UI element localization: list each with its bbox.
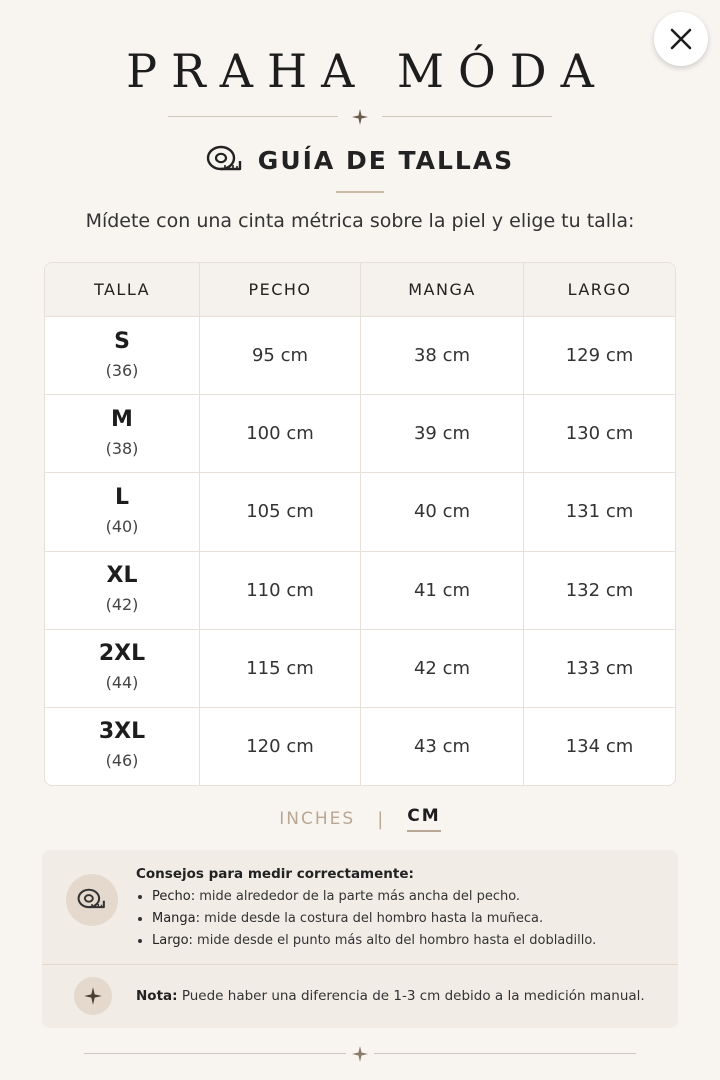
size-label: 2XL <box>98 641 146 667</box>
header-largo: LARGO <box>524 263 676 317</box>
table-row <box>45 551 675 629</box>
pecho-cell: 95 cm <box>200 317 361 395</box>
list-item <box>152 908 668 930</box>
manga-cell: 42 cm <box>361 629 524 707</box>
pecho-cell: 100 cm <box>200 395 361 473</box>
unit-toggle <box>0 806 720 832</box>
table-row <box>45 317 675 395</box>
largo-cell: 130 cm <box>524 395 676 473</box>
size-cell <box>45 395 200 473</box>
manga-cell: 40 cm <box>361 473 524 551</box>
size-eu: (42) <box>105 595 139 615</box>
table-row <box>45 473 675 551</box>
pecho-cell: 120 cm <box>200 707 361 785</box>
table-row <box>45 629 675 707</box>
measuring-tape-icon <box>77 887 107 913</box>
header-talla: TALLA <box>45 263 200 317</box>
manga-cell: 41 cm <box>361 551 524 629</box>
note-text <box>136 988 645 1004</box>
size-label: S <box>114 328 130 354</box>
size-cell <box>45 473 200 551</box>
sparkle-icon <box>351 1045 369 1063</box>
tips-list <box>136 886 668 952</box>
note-body: Puede haber una diferencia de 1-3 cm debido a la medición manual. <box>177 988 645 1004</box>
unit-separator: | <box>377 808 386 830</box>
tip-term: Largo: <box>152 933 193 948</box>
largo-cell: 134 cm <box>565 735 634 757</box>
size-eu: (40) <box>105 516 139 536</box>
tips-heading: Consejos para medir correctamente: <box>136 866 414 882</box>
note-label: Nota: <box>136 988 178 1004</box>
size-label: 3XL <box>98 719 146 745</box>
tip-text: mide desde el punto más alto del hombro hasta el dobladillo. <box>192 933 597 948</box>
note-icon-circle <box>74 977 112 1015</box>
size-eu: (38) <box>105 438 139 458</box>
table-row <box>45 707 675 785</box>
table-header-row <box>45 263 675 317</box>
size-cell <box>45 707 200 785</box>
bottom-divider <box>84 1045 636 1063</box>
largo-cell: 133 cm <box>524 629 676 707</box>
list-item <box>152 930 668 952</box>
largo-cell: 131 cm <box>524 473 676 551</box>
size-label: M <box>111 406 133 432</box>
unit-cm-option[interactable]: CM <box>407 806 440 832</box>
instructions-text: Mídete con una cinta métrica sobre la piel y elige tu talla: <box>85 210 635 232</box>
tip-term: Pecho: <box>152 889 196 904</box>
header-pecho: PECHO <box>200 263 361 317</box>
size-label: L <box>114 484 130 510</box>
size-eu: (36) <box>105 360 139 380</box>
brand-logo: PRAHA MÓDA <box>126 44 608 98</box>
guide-header <box>0 144 720 176</box>
table-row <box>45 395 675 473</box>
manga-cell: 39 cm <box>361 395 524 473</box>
header-manga: MANGA <box>361 263 524 317</box>
sparkle-icon <box>351 108 369 126</box>
size-eu: (44) <box>105 673 139 693</box>
size-eu: (46) <box>105 751 139 771</box>
size-cell <box>45 551 200 629</box>
pecho-cell: 115 cm <box>200 629 361 707</box>
pecho-cell: 110 cm <box>200 551 361 629</box>
tip-term: Manga: <box>152 911 201 926</box>
measuring-tips-panel <box>42 850 678 1028</box>
top-divider <box>168 108 552 126</box>
size-cell <box>45 317 200 395</box>
measuring-tape-icon <box>206 144 244 176</box>
size-cell <box>45 629 200 707</box>
largo-cell: 132 cm <box>524 551 676 629</box>
tips-divider <box>42 964 678 965</box>
title-underline <box>336 191 384 193</box>
largo-cell: 129 cm <box>524 317 676 395</box>
pecho-cell: 105 cm <box>200 473 361 551</box>
sparkle-icon <box>83 986 103 1006</box>
unit-inches-option[interactable]: INCHES <box>279 809 356 829</box>
tip-text: mide desde la costura del hombro hasta la muñeca. <box>200 911 544 926</box>
manga-cell: 38 cm <box>361 317 524 395</box>
manga-cell: 43 cm <box>361 707 524 785</box>
size-table <box>44 262 676 786</box>
tips-icon-circle <box>66 874 118 926</box>
list-item <box>152 886 668 908</box>
page-title: GUÍA DE TALLAS <box>257 145 515 175</box>
tip-text: mide alrededor de la parte más ancha del pecho. <box>195 889 521 904</box>
size-label: XL <box>106 563 138 589</box>
